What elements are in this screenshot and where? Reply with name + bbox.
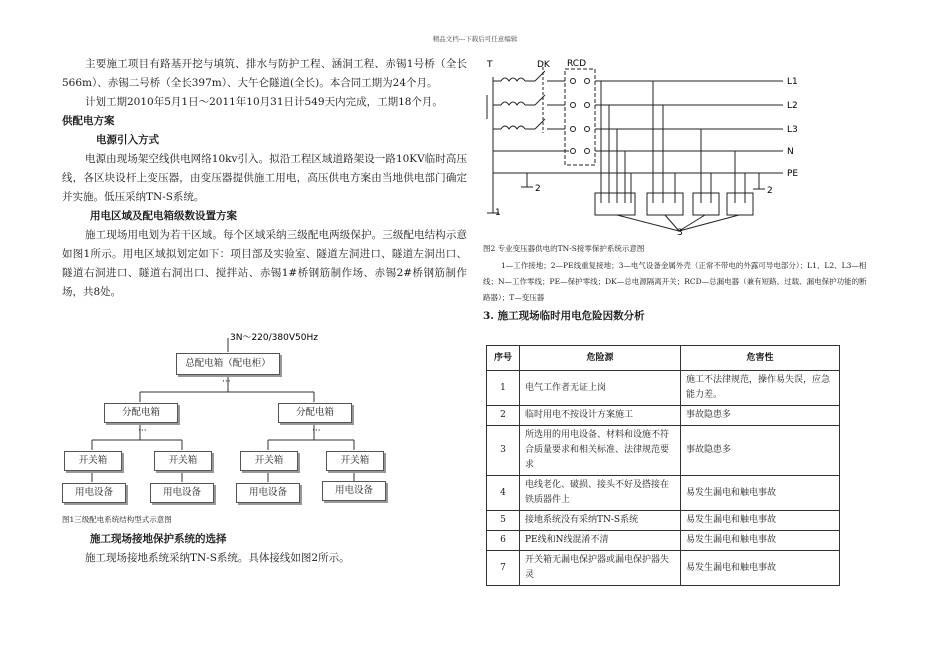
row-number: 3 (487, 426, 520, 476)
hazard-harm: 施工不法律规范，操作易失误，应急能力差。 (681, 371, 840, 406)
table-row (487, 551, 840, 586)
row-number: 5 (487, 511, 520, 531)
hazard-source: PE线和N线混淆不清 (520, 531, 681, 551)
switch-box-2: 开关箱 (154, 451, 212, 471)
label-T: T (487, 60, 493, 70)
table-row (487, 531, 840, 551)
label-3: 3 (677, 228, 683, 235)
table-header-row (487, 346, 840, 371)
hazard-table (486, 345, 840, 586)
hazard-source: 开关箱无漏电保护器或漏电保护器失灵 (520, 551, 681, 586)
label-L1: L1 (787, 77, 798, 87)
col-header-no: 序号 (487, 346, 520, 371)
heading-zones: 用电区域及配电箱级数设置方案 (90, 210, 237, 222)
heading-power-source: 电源引入方式 (96, 134, 159, 146)
col-header-harm: 危害性 (681, 346, 840, 371)
label-2-left: 2 (535, 184, 541, 194)
hazard-source: 所选用的用电设备、材料和设施不符合质量要求和相关标准、法律规范要求 (520, 426, 681, 476)
paragraph-zones: 施工现场用电划为若干区域。每个区域采纳三级配电两级保护。三级配电结构示意如图1所示。用电区域拟划定如下：项目部及实验室、隧道左洞进口、隧道左洞出口、隧道右洞进口、隧道右洞出口、搅拌站、赤锡1#桥钢筋制作场、赤锡2#桥钢筋制作场，共8处。 (62, 229, 467, 298)
label-RCD: RCD (567, 59, 587, 69)
hazard-harm: 易发生漏电和触电事故 (681, 476, 840, 511)
switch-box-4: 开关箱 (326, 451, 384, 471)
col-header-source: 危险源 (520, 346, 681, 371)
paragraph-power-source: 电源由现场架空线供电网络10kv引入。拟沿工程区域道路架设一路10KV临时高压线，各区块设杆上变压器，由变压器提供施工用电，高压供电方案由当地供电部门确定并实施。低压采纳TN-S系统。 (62, 153, 467, 203)
dots-left: ··· (138, 426, 147, 436)
row-number: 6 (487, 531, 520, 551)
device-box-1: 用电设备 (62, 483, 126, 503)
left-column (62, 55, 467, 302)
hazard-source: 接地系统没有采纳TN-S系统 (520, 511, 681, 531)
label-N: N (787, 147, 794, 157)
hazard-harm: 事故隐患多 (681, 426, 840, 476)
figure-2-tns-diagram (483, 55, 813, 235)
sub-distribution-box-left: 分配电箱 (104, 403, 178, 423)
device-box-3: 用电设备 (236, 483, 300, 503)
heading-grounding: 施工现场接地保护系统的选择 (90, 533, 227, 545)
device-box-2: 用电设备 (150, 483, 214, 503)
label-PE: PE (787, 169, 799, 179)
figure-1-distribution-structure (62, 330, 442, 510)
paragraph-projects: 主要施工项目有路基开挖与填筑、排水与防护工程、涵洞工程、赤锡1号桥（全长566m）、赤锡二号桥（全长397m）、大午仑隧道(全长)。本合同工期为24个月。 (62, 58, 467, 89)
table-row (487, 476, 840, 511)
table-row (487, 426, 840, 476)
figure-1-caption: 图1三级配电系统结构型式示意图 (62, 515, 172, 524)
hazard-source: 电线老化、破损、接头不好及搭接在铁质器件上 (520, 476, 681, 511)
label-L2: L2 (787, 101, 798, 111)
left-column-bottom (62, 514, 467, 568)
table-row (487, 511, 840, 531)
device-box-4: 用电设备 (322, 481, 386, 501)
label-1: 1 (495, 208, 501, 218)
heading-power-plan: 供配电方案 (62, 115, 115, 127)
dots-right: ··· (312, 426, 321, 436)
label-L3: L3 (787, 125, 798, 135)
page-header: 精品文档---下载后可任意编辑 (432, 35, 518, 43)
supply-label: 3N～220/380V50Hz (230, 333, 318, 343)
paragraph-schedule: 计划工期2010年5月1日～2011年10月31日计549天内完成，工期18个月。 (85, 96, 443, 108)
section-3-title: 3. 施工现场临时用电危险因数分析 (483, 310, 645, 322)
row-number: 1 (487, 371, 520, 406)
switch-box-3: 开关箱 (240, 451, 298, 471)
row-number: 4 (487, 476, 520, 511)
switch-box-1: 开关箱 (64, 451, 122, 471)
label-2-right: 2 (767, 186, 773, 196)
figure-2-legend: 1—工作接地；2—PE线重复接地；3—电气设备金属外壳（正常不带电的外露可导电部分）；L1、L2、L3—相线；N—工作零线；PE—保护零线；DK—总电源隔离开关；RCD—总漏电器（兼有短路、过载、漏电保护功能的断路器）；T—变压器 (483, 261, 867, 302)
dots-main: ··· (222, 377, 231, 387)
hazard-harm: 易发生漏电和触电事故 (681, 551, 840, 586)
hazard-source: 临时用电不按设计方案施工 (520, 406, 681, 426)
hazard-harm: 易发生漏电和触电事故 (681, 531, 840, 551)
row-number: 7 (487, 551, 520, 586)
hazard-harm: 事故隐患多 (681, 406, 840, 426)
table-row (487, 371, 840, 406)
label-DK: DK (537, 60, 550, 70)
paragraph-grounding: 施工现场接地系统采纳TN-S系统。具体接线如图2所示。 (85, 552, 350, 564)
main-distribution-box: 总配电箱（配电柜） (176, 353, 280, 375)
sub-distribution-box-right: 分配电箱 (278, 403, 352, 423)
table-row (487, 406, 840, 426)
hazard-source: 电气工作者无证上岗 (520, 371, 681, 406)
hazard-harm: 易发生漏电和触电事故 (681, 511, 840, 531)
figure-2-caption: 图2 专业变压器供电的TN-S接零保护系统示意图 (483, 244, 645, 253)
row-number: 2 (487, 406, 520, 426)
